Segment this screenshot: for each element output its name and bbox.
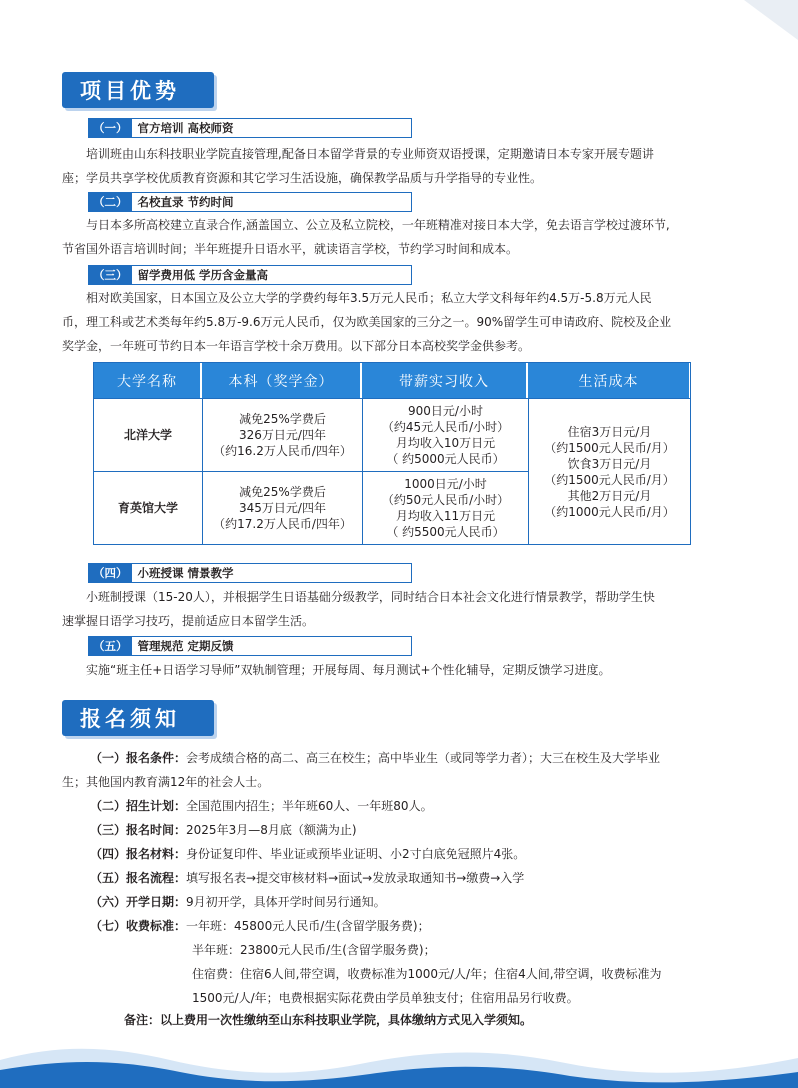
living-line: （约1500元人民币/月） <box>544 440 675 455</box>
table-row-2-tuition <box>203 472 362 544</box>
reg-item-text: 2025年3月—8月底（额满为止) <box>186 823 357 837</box>
advantage-1-line-1: 培训班由山东科技职业学院直接管理,配备日本留学背景的专业师资双语授课，定期邀请日本专家开展专题讲 <box>86 147 654 161</box>
advantage-1-num: （一） <box>89 119 132 137</box>
reg-item-label: 报名流程： <box>126 871 187 885</box>
registration-item-2 <box>90 794 433 818</box>
advantage-2-text <box>62 213 736 261</box>
table-header-row <box>94 363 690 398</box>
advantage-1-heading: 官方培训 高校师资 <box>137 121 234 135</box>
advantage-2-header <box>88 192 412 212</box>
advantage-1-text <box>62 142 736 190</box>
reg-item-text: 全国范围内招生；半年班60人、一年班80人。 <box>186 799 433 813</box>
reg-item-label: 开学日期： <box>126 895 187 909</box>
advantage-2-heading: 名校直录 节约时间 <box>137 195 234 209</box>
table-header-university: 大学名称 <box>94 363 202 398</box>
fee-line: 1500元/人/年；电费根据实际花费由学员单独支付；住宿用品另行收费。 <box>192 991 579 1005</box>
tuition-line: 减免25%学费后 <box>239 485 326 499</box>
advantage-3-line-3: 奖学金，一年班可节约日本一年语言学校十余万费用。以下部分日本高校奖学金供参考。 <box>62 339 531 353</box>
table-row-1-tuition <box>203 399 362 471</box>
reg-item-num: （二） <box>90 799 127 813</box>
reg-item-num: （一） <box>90 751 127 765</box>
advantage-3-header <box>88 265 412 285</box>
income-line: 1000日元/小时 <box>404 477 487 491</box>
reg-item-text: 9月初开学，具体开学时间另行通知。 <box>186 895 386 909</box>
bottom-wave-decoration <box>0 1038 798 1088</box>
tuition-line: （约17.2万人民币/四年） <box>213 517 352 531</box>
registration-note: 备注：以上费用一次性缴纳至山东科技职业学院，具体缴纳方式见入学须知。 <box>124 1013 533 1027</box>
reg-item-text: 填写报名表→提交审核材料→面试→发放录取通知书→缴费→入学 <box>186 871 525 885</box>
fee-details <box>192 938 732 1010</box>
advantage-4-header <box>88 563 412 583</box>
table-row-1-income <box>363 399 528 471</box>
registration-item-3 <box>90 818 357 842</box>
advantage-2-line-2: 节省国外语言培训时间；半年班提升日语水平，就读语言学校，节约学习时间和成本。 <box>62 242 519 256</box>
advantage-5-header <box>88 636 412 656</box>
advantage-3-num: （三） <box>89 266 132 284</box>
income-line: 月均收入11万日元 <box>395 509 496 523</box>
reg-item-label: 收费标准： <box>126 919 187 933</box>
reg-item-num: （六） <box>90 895 127 909</box>
tuition-line: 减免25%学费后 <box>239 412 326 426</box>
advantage-3-line-1: 相对欧美国家，日本国立及公立大学的学费约每年3.5万元人民币；私立大学文科每年约4.5万-5.8万元人民 <box>86 291 652 305</box>
reg-item-text: 会考成绩合格的高二、高三在校生；高中毕业生（或同等学力者）；大三在校生及大学毕业 <box>186 751 661 765</box>
reg-item-label: 报名时间： <box>126 823 187 837</box>
advantage-4-text <box>62 585 736 633</box>
registration-title: 报名须知 <box>62 700 214 736</box>
advantage-3-text <box>62 286 736 358</box>
living-line: 住宿3万日元/月 <box>567 424 652 439</box>
tuition-line: （约16.2万人民币/四年） <box>213 444 352 458</box>
reg-item-num: （三） <box>90 823 127 837</box>
income-line: （ 约5000元人民币） <box>386 452 505 466</box>
reg-item-num: （五） <box>90 871 127 885</box>
advantage-4-num: （四） <box>89 564 132 582</box>
advantage-1-line-2: 座；学员共享学校优质教育资源和其它学习生活设施，确保教学品质与升学指导的专业性。 <box>62 171 543 185</box>
registration-item-6 <box>90 890 386 914</box>
tuition-line: 326万日元/四年 <box>239 428 326 442</box>
corner-decoration <box>744 0 798 40</box>
table-living-cost <box>529 399 690 544</box>
advantage-2-line-1: 与日本多所高校建立直录合作,涵盖国立、公立及私立院校，一年班精准对接日本大学，免去语言学校过渡环节, <box>86 218 670 232</box>
income-line: 900日元/小时 <box>408 404 483 418</box>
registration-item-5 <box>90 866 524 890</box>
living-line: 其他2万日元/月 <box>567 488 652 503</box>
reg-item-label: 报名条件： <box>126 751 187 765</box>
table-header-income: 带薪实习收入 <box>362 363 528 398</box>
reg-item-text: 身份证复印件、毕业证或预毕业证明、小2寸白底免冠照片4张。 <box>186 847 526 861</box>
income-line: （ 约5500元人民币） <box>386 525 505 539</box>
advantage-5-heading: 管理规范 定期反馈 <box>137 639 234 653</box>
reg-item-label: 招生计划： <box>126 799 187 813</box>
fee-line: 半年班：23800元人民币/生(含留学服务费)； <box>192 943 436 957</box>
advantage-3-line-2: 币，理工科或艺术类每年约5.8万-9.6万元人民币，仅为欧美国家的三分之一。90%留学生可申请政府、院校及企业 <box>62 315 672 329</box>
reg-item-text-cont: 生；其他国内教育满12年的社会人士。 <box>62 775 270 789</box>
income-line: （约50元人民币/小时） <box>381 493 510 507</box>
table-header-tuition: 本科（奖学金） <box>202 363 362 398</box>
advantage-4-line-1: 小班制授课（15-20人），并根据学生日语基础分级教学，同时结合日本社会文化进行情景教学，帮助学生快 <box>86 590 655 604</box>
advantage-1-header <box>88 118 412 138</box>
reg-item-text: 一年班：45800元人民币/生(含留学服务费)； <box>186 919 430 933</box>
living-line: （约1000元人民币/月） <box>544 504 675 519</box>
table-header-living: 生活成本 <box>528 363 689 398</box>
income-line: （约45元人民币/小时） <box>381 420 510 434</box>
advantage-5-line-1: 实施“班主任+日语学习导师”双轨制管理；开展每周、每月测试+个性化辅导，定期反馈学习进度。 <box>86 663 611 677</box>
advantage-5-num: （五） <box>89 637 132 655</box>
scholarship-table <box>93 362 691 545</box>
registration-item-1 <box>62 746 736 794</box>
advantages-title: 项目优势 <box>62 72 214 108</box>
advantage-3-heading: 留学费用低 学历含金量高 <box>137 268 269 282</box>
table-row-2-income <box>363 472 528 544</box>
advantage-4-line-2: 速掌握日语学习技巧，提前适应日本留学生活。 <box>62 614 315 628</box>
reg-item-label: 报名材料： <box>126 847 187 861</box>
tuition-line: 345万日元/四年 <box>239 501 326 515</box>
fee-line: 住宿费：住宿6人间,带空调，收费标准为1000元/人/年；住宿4人间,带空调，收费标准为 <box>192 967 662 981</box>
income-line: 月均收入10万日元 <box>395 436 496 450</box>
registration-item-4 <box>90 842 525 866</box>
living-line: 饮食3万日元/月 <box>567 456 652 471</box>
advantage-2-num: （二） <box>89 193 132 211</box>
table-row-2-university: 育英馆大学 <box>117 501 178 515</box>
living-line: （约1500元人民币/月） <box>544 472 675 487</box>
registration-item-7 <box>90 914 430 938</box>
reg-item-num: （七） <box>90 919 127 933</box>
advantage-4-heading: 小班授课 情景教学 <box>137 566 234 580</box>
reg-item-num: （四） <box>90 847 127 861</box>
table-row-1-university: 北洋大学 <box>123 428 172 442</box>
advantage-5-text <box>62 658 736 682</box>
